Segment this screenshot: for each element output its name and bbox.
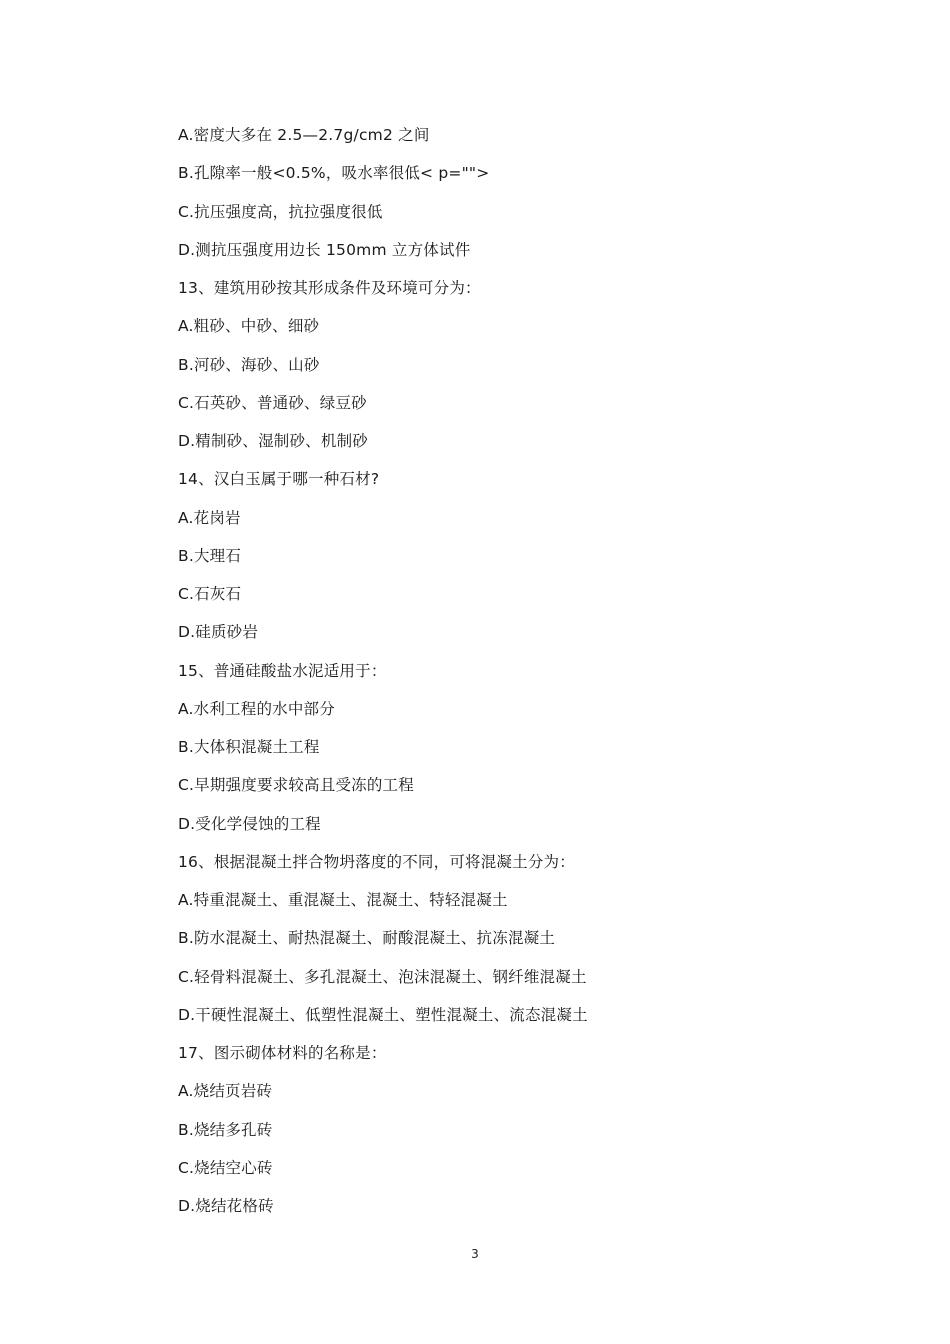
option-line: A.粗砂、中砂、细砂 (178, 317, 320, 336)
option-line: C.抗压强度高，抗拉强度很低 (178, 202, 383, 221)
option-line: A.密度大多在 2.5—2.7g/cm2 之间 (178, 126, 430, 144)
option-line: C.早期强度要求较高且受冻的工程 (178, 776, 414, 795)
option-line: D.精制砂、湿制砂、机制砂 (178, 432, 368, 450)
question-line: 17、图示砌体材料的名称是： (178, 1044, 387, 1062)
question-line: 16、根据混凝土拌合物坍落度的不同，可将混凝土分为： (178, 852, 575, 871)
question-line: 13、建筑用砂按其形成条件及环境可分为： (178, 279, 481, 297)
option-line: C.石灰石 (178, 585, 242, 603)
option-line: C.石英砂、普通砂、绿豆砂 (178, 393, 367, 412)
option-line: A.花岗岩 (178, 508, 241, 527)
question-line: 15、普通硅酸盐水泥适用于： (178, 661, 387, 680)
option-line: C.轻骨料混凝土、多孔混凝土、泡沫混凝土、钢纤维混凝土 (178, 967, 587, 986)
option-line: B.大理石 (178, 546, 242, 565)
option-line: C.烧结空心砖 (178, 1158, 273, 1177)
document-body (178, 121, 878, 1230)
option-line: D.干硬性混凝土、低塑性混凝土、塑性混凝土、流态混凝土 (178, 1005, 588, 1024)
option-line: B.烧结多孔砖 (178, 1120, 273, 1139)
option-line: B.孔隙率一般<0.5%，吸水率很低< p=""> (178, 164, 490, 183)
option-line: A.水利工程的水中部分 (178, 699, 335, 718)
option-line: B.河砂、海砂、山砂 (178, 355, 320, 374)
option-line: D.硅质砂岩 (178, 623, 259, 642)
page-number: 3 (471, 1247, 479, 1261)
option-line: A.烧结页岩砖 (178, 1082, 273, 1101)
option-line: B.防水混凝土、耐热混凝土、耐酸混凝土、抗冻混凝土 (178, 929, 556, 948)
option-line: B.大体积混凝土工程 (178, 738, 320, 756)
option-line: A.特重混凝土、重混凝土、混凝土、特轻混凝土 (178, 891, 508, 909)
question-line: 14、汉白玉属于哪一种石材? (178, 470, 380, 489)
option-line: D.测抗压强度用边长 150mm 立方体试件 (178, 240, 471, 259)
option-line: D.受化学侵蚀的工程 (178, 814, 321, 833)
option-line: D.烧结花格砖 (178, 1197, 274, 1215)
